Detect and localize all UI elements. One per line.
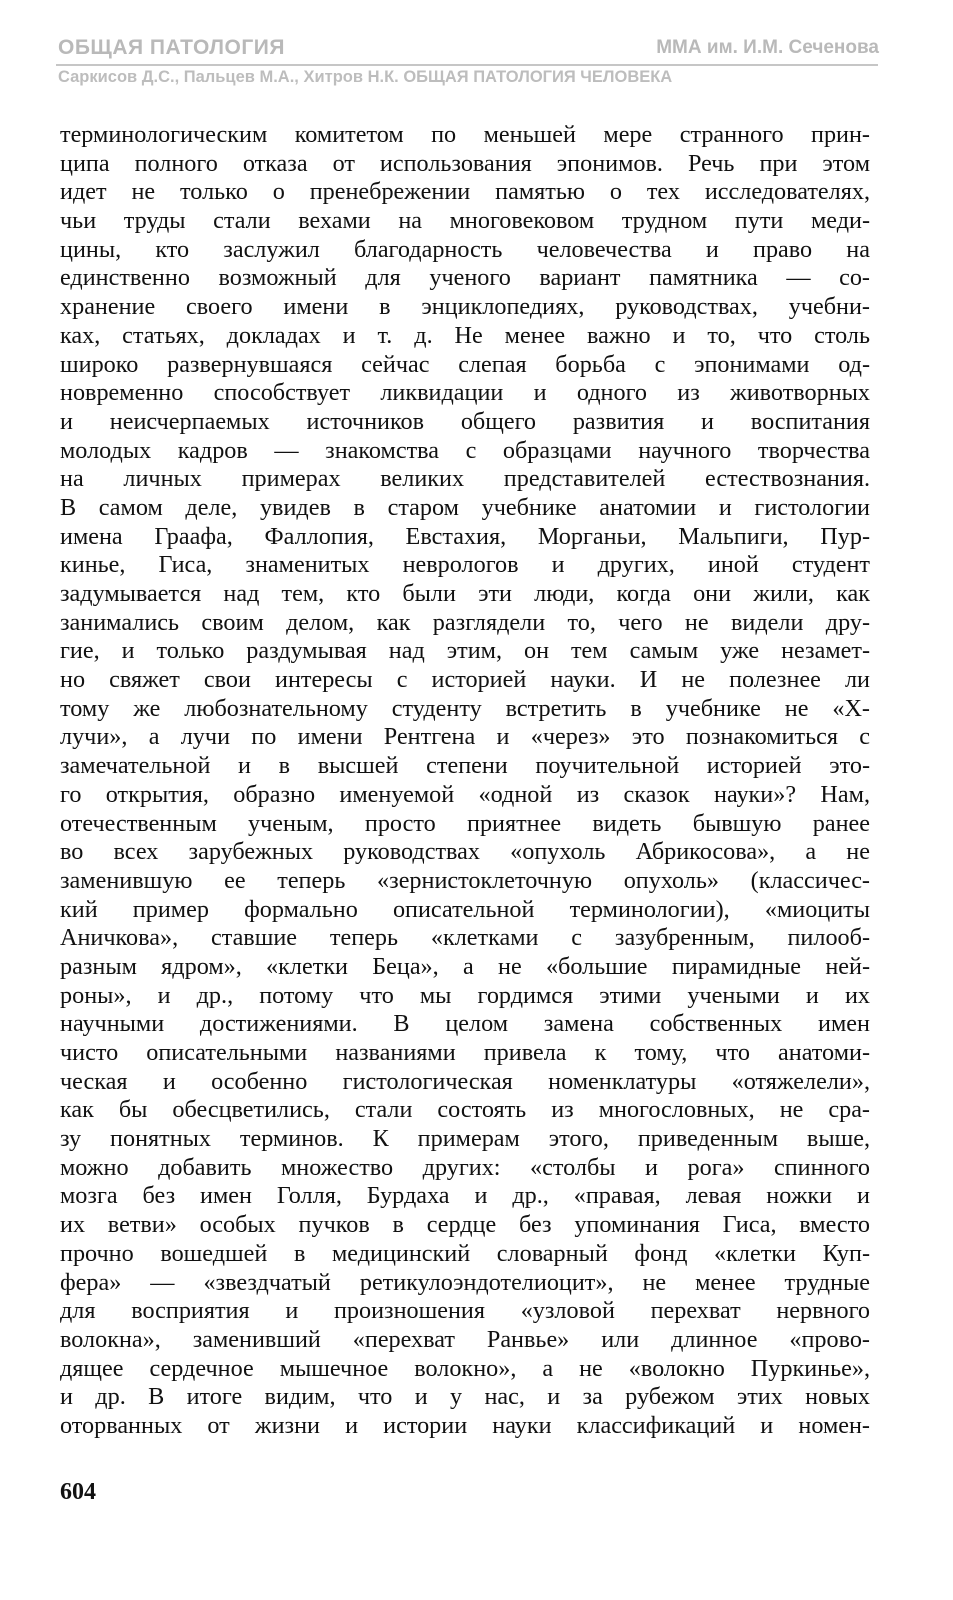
text-line: широко развернувшаяся сейчас слепая борьба с эпонимами од- bbox=[60, 350, 870, 378]
text-line: роны», и др., потому что мы гордимся этими учеными и их bbox=[60, 981, 870, 1009]
text-line: Аничкова», ставшие теперь «клетками с зазубренным, пилооб- bbox=[60, 924, 870, 952]
text-line: занимались своим делом, как разглядели то, чего не видели дру- bbox=[60, 608, 870, 636]
text-line: замечательной и в высшей степени поучительной историей это- bbox=[60, 752, 870, 780]
text-line: молодых кадров — знакомства с образцами научного творчества bbox=[60, 436, 870, 464]
text-line: ческая и особенно гистологическая номенклатуры «отяжелели», bbox=[60, 1067, 870, 1095]
text-line: имена Граафа, Фаллопия, Евстахия, Морганьи, Мальпиги, Пур- bbox=[60, 522, 870, 550]
text-line: но свяжет свои интересы с историей науки. И не полезнее ли bbox=[60, 666, 870, 694]
text-line: мозга без имен Голля, Бурдаха и др., «правая, левая ножки и bbox=[60, 1182, 870, 1210]
text-line: их ветви» особых пучков в сердце без упоминания Гиса, вместо bbox=[60, 1211, 870, 1239]
text-line: терминологическим комитетом по меньшей мере странного прин- bbox=[60, 121, 870, 148]
text-line: тому же любознательному студенту встретить в учебнике не «Х- bbox=[60, 694, 870, 722]
text-line: чисто описательными названиями привела к тому, что анатоми- bbox=[60, 1039, 870, 1066]
body-text bbox=[60, 121, 870, 1441]
text-line: и неисчерпаемых источников общего развития и воспитания bbox=[60, 407, 870, 435]
page-header bbox=[0, 0, 953, 100]
running-head-authors: Саркисов Д.С., Пальцев М.А., Хитров Н.К. ОБЩАЯ ПАТОЛОГИЯ ЧЕЛОВЕКА bbox=[58, 68, 673, 86]
text-line: хранение своего имени в энциклопедиях, руководствах, учебни- bbox=[60, 293, 870, 321]
text-line: лучи», а лучи по имени Рентгена и «через» это познакомиться с bbox=[60, 723, 870, 751]
text-line: гие, и только раздумывая над этим, он тем самым уже незамет- bbox=[60, 637, 870, 665]
page-number: 604 bbox=[60, 1479, 96, 1505]
text-line: идет не только о пренебрежении памятью о тех исследователях, bbox=[60, 178, 870, 206]
text-line: чьи труды стали вехами на многовековом трудном пути меди- bbox=[60, 207, 870, 235]
text-line: зу понятных терминов. К примерам этого, приведенным выше, bbox=[60, 1125, 870, 1153]
text-line: го открытия, образно именуемой «одной из сказок науки»? Нам, bbox=[60, 780, 870, 808]
text-line: новременно способствует ликвидации и одного из животворных bbox=[60, 379, 870, 407]
text-line: В самом деле, увидев в старом учебнике анатомии и гистологии bbox=[60, 493, 870, 521]
text-line: оторванных от жизни и истории науки классификаций и номен- bbox=[60, 1411, 870, 1439]
text-line: разным ядром», «клетки Беца», а не «большие пирамидные ней- bbox=[60, 952, 870, 980]
running-head-institution: ММА им. И.М. Сеченова bbox=[656, 37, 879, 58]
text-line: можно добавить множество других: «столбы и рога» спинного bbox=[60, 1153, 870, 1181]
text-line: на личных примерах великих представителей естествознания. bbox=[60, 465, 870, 493]
text-line: фера» — «звездчатый ретикулоэндотелиоцит», не менее трудные bbox=[60, 1268, 870, 1296]
text-line: ципа полного отказа от использования эпонимов. Речь при этом bbox=[60, 149, 870, 177]
text-line: во всех зарубежных руководствах «опухоль Абрикосова», а не bbox=[60, 838, 870, 866]
text-line: дящее сердечное мышечное волокно», а не «волокно Пуркинье», bbox=[60, 1354, 870, 1382]
text-line: и др. В итоге видим, что и у нас, и за рубежом этих новых bbox=[60, 1383, 870, 1411]
text-line: волокна», заменивший «перехват Ранвье» или длинное «прово- bbox=[60, 1325, 870, 1353]
text-line: научными достижениями. В целом замена собственных имен bbox=[60, 1010, 870, 1038]
text-line: кинье, Гиса, знаменитых неврологов и других, иной студент bbox=[60, 551, 870, 579]
text-line: заменившую ее теперь «зернистоклеточную опухоль» (классичес- bbox=[60, 866, 870, 894]
text-line: ках, статьях, докладах и т. д. Не менее важно и то, что столь bbox=[60, 321, 870, 349]
text-line: единственно возможный для ученого вариант памятника — со- bbox=[60, 264, 870, 292]
text-line: прочно вошедшей в медицинский словарный фонд «клетки Куп- bbox=[60, 1239, 870, 1267]
text-line: отечественным ученым, просто приятнее видеть бывшую ранее bbox=[60, 809, 870, 837]
header-divider bbox=[56, 64, 878, 66]
text-line: для восприятия и произношения «узловой перехват нервного bbox=[60, 1297, 870, 1325]
text-line: задумывается над тем, кто были эти люди, когда они жили, как bbox=[60, 580, 870, 607]
text-line: кий пример формально описательной терминологии), «миоциты bbox=[60, 895, 870, 923]
text-line: как бы обесцветились, стали состоять из многословных, не сра- bbox=[60, 1096, 870, 1124]
text-line: цины, кто заслужил благодарность человечества и право на bbox=[60, 235, 870, 263]
running-head-title: ОБЩАЯ ПАТОЛОГИЯ bbox=[58, 36, 285, 59]
